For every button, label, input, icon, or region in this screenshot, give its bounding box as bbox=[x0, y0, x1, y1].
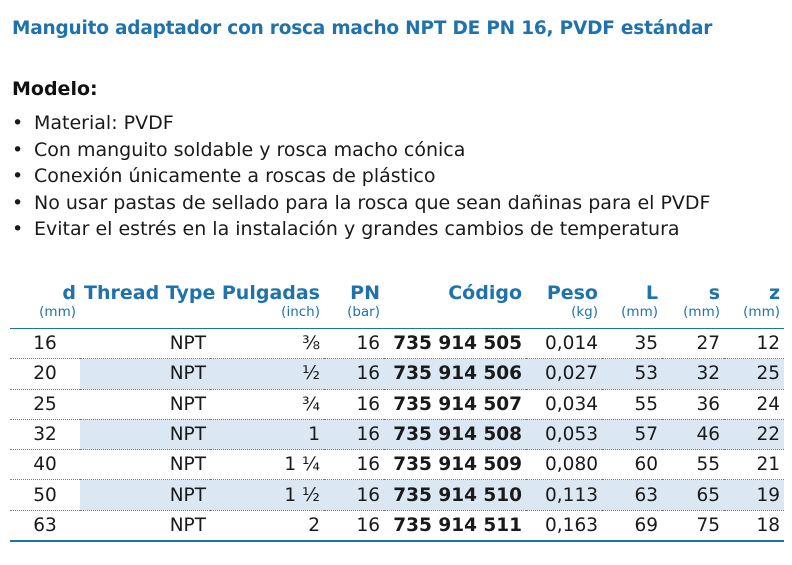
cell-pn: 16 bbox=[324, 359, 384, 389]
column-header: L bbox=[645, 282, 658, 304]
cell-thread-type: NPT bbox=[80, 510, 210, 541]
list-item-text: Material: PVDF bbox=[34, 112, 174, 134]
column-header: Peso bbox=[546, 282, 598, 304]
cell-pn: 16 bbox=[324, 329, 384, 359]
cell-z: 24 bbox=[724, 389, 784, 419]
table-row bbox=[10, 480, 784, 510]
cell-codigo: 735 914 509 bbox=[384, 450, 526, 480]
list-item bbox=[12, 163, 710, 190]
column-header: Código bbox=[448, 282, 522, 304]
cell-pulgadas: 1 ¼ bbox=[210, 450, 324, 480]
column-unit: (bar) bbox=[347, 304, 380, 320]
cell-codigo: 735 914 511 bbox=[384, 510, 526, 541]
cell-pn: 16 bbox=[324, 480, 384, 510]
cell-d: 25 bbox=[10, 389, 80, 419]
list-item-text: Conexión únicamente a roscas de plástico bbox=[34, 165, 436, 187]
cell-peso: 0,027 bbox=[526, 359, 602, 389]
cell-codigo: 735 914 510 bbox=[384, 480, 526, 510]
table-row bbox=[10, 389, 784, 419]
cell-pulgadas: 1 ½ bbox=[210, 480, 324, 510]
column-header: z bbox=[768, 282, 780, 304]
cell-codigo: 735 914 508 bbox=[384, 419, 526, 449]
column-unit: (mm) bbox=[39, 304, 76, 320]
cell-z: 18 bbox=[724, 510, 784, 541]
column-header: d bbox=[62, 282, 76, 304]
cell-d: 32 bbox=[10, 419, 80, 449]
cell-codigo: 735 914 506 bbox=[384, 359, 526, 389]
cell-l: 60 bbox=[602, 450, 662, 480]
list-item bbox=[12, 190, 710, 217]
cell-peso: 0,014 bbox=[526, 329, 602, 359]
list-item bbox=[12, 110, 710, 137]
table-row bbox=[10, 510, 784, 541]
cell-pulgadas: ½ bbox=[210, 359, 324, 389]
cell-s: 75 bbox=[662, 510, 724, 541]
column-unit: (mm) bbox=[621, 304, 658, 320]
bullet-icon: • bbox=[12, 138, 24, 161]
list-item-text: Con manguito soldable y rosca macho cónica bbox=[34, 138, 466, 161]
cell-s: 36 bbox=[662, 389, 724, 419]
cell-l: 55 bbox=[602, 389, 662, 419]
cell-s: 65 bbox=[662, 480, 724, 510]
table-header-row bbox=[10, 276, 784, 304]
cell-d: 63 bbox=[10, 510, 80, 541]
cell-thread-type: NPT bbox=[80, 419, 210, 449]
cell-l: 63 bbox=[602, 480, 662, 510]
list-item-text: No usar pastas de sellado para la rosca que sean dañinas para el PVDF bbox=[34, 191, 711, 214]
cell-l: 53 bbox=[602, 359, 662, 389]
cell-s: 46 bbox=[662, 419, 724, 449]
cell-pulgadas: 1 bbox=[210, 419, 324, 449]
table-row bbox=[10, 359, 784, 389]
cell-d: 16 bbox=[10, 329, 80, 359]
cell-s: 32 bbox=[662, 359, 724, 389]
cell-s: 55 bbox=[662, 450, 724, 480]
column-unit bbox=[384, 304, 526, 329]
feature-list bbox=[12, 110, 710, 243]
cell-peso: 0,034 bbox=[526, 389, 602, 419]
cell-pulgadas: ⅜ bbox=[210, 329, 324, 359]
bullet-icon: • bbox=[12, 165, 24, 187]
cell-pn: 16 bbox=[324, 450, 384, 480]
column-unit: (mm) bbox=[743, 304, 780, 320]
table-row bbox=[10, 329, 784, 359]
cell-s: 27 bbox=[662, 329, 724, 359]
model-heading: Modelo: bbox=[12, 78, 98, 100]
column-unit bbox=[80, 304, 210, 329]
page-title: Manguito adaptador con rosca macho NPT DE PN 16, PVDF estándar bbox=[12, 18, 713, 39]
cell-z: 25 bbox=[724, 359, 784, 389]
column-unit: (mm) bbox=[683, 304, 720, 320]
list-item-text: Evitar el estrés en la instalación y grandes cambios de temperatura bbox=[34, 218, 680, 240]
table-row bbox=[10, 450, 784, 480]
list-item bbox=[12, 137, 710, 164]
column-unit: (kg) bbox=[571, 304, 598, 320]
cell-l: 57 bbox=[602, 419, 662, 449]
bullet-icon: • bbox=[12, 112, 24, 134]
table-row bbox=[10, 419, 784, 449]
cell-z: 21 bbox=[724, 450, 784, 480]
cell-pn: 16 bbox=[324, 419, 384, 449]
cell-peso: 0,080 bbox=[526, 450, 602, 480]
column-header: PN bbox=[350, 282, 380, 304]
cell-pn: 16 bbox=[324, 510, 384, 541]
cell-thread-type: NPT bbox=[80, 329, 210, 359]
bullet-icon: • bbox=[12, 191, 24, 214]
cell-pulgadas: ¾ bbox=[210, 389, 324, 419]
bullet-icon: • bbox=[12, 218, 24, 240]
column-header: Pulgadas bbox=[221, 282, 320, 304]
cell-peso: 0,053 bbox=[526, 419, 602, 449]
cell-z: 12 bbox=[724, 329, 784, 359]
cell-thread-type: NPT bbox=[80, 359, 210, 389]
column-header: Thread Type bbox=[84, 282, 216, 304]
table-units-row bbox=[10, 304, 784, 329]
cell-d: 20 bbox=[10, 359, 80, 389]
column-unit: (inch) bbox=[281, 304, 320, 320]
cell-codigo: 735 914 507 bbox=[384, 389, 526, 419]
column-header: s bbox=[708, 282, 720, 304]
cell-pulgadas: 2 bbox=[210, 510, 324, 541]
cell-thread-type: NPT bbox=[80, 480, 210, 510]
cell-thread-type: NPT bbox=[80, 450, 210, 480]
cell-d: 50 bbox=[10, 480, 80, 510]
cell-l: 69 bbox=[602, 510, 662, 541]
cell-thread-type: NPT bbox=[80, 389, 210, 419]
cell-peso: 0,163 bbox=[526, 510, 602, 541]
cell-codigo: 735 914 505 bbox=[384, 329, 526, 359]
cell-peso: 0,113 bbox=[526, 480, 602, 510]
list-item bbox=[12, 216, 710, 243]
specs-table bbox=[10, 276, 784, 542]
cell-pn: 16 bbox=[324, 389, 384, 419]
cell-z: 22 bbox=[724, 419, 784, 449]
cell-z: 19 bbox=[724, 480, 784, 510]
cell-d: 40 bbox=[10, 450, 80, 480]
cell-l: 35 bbox=[602, 329, 662, 359]
